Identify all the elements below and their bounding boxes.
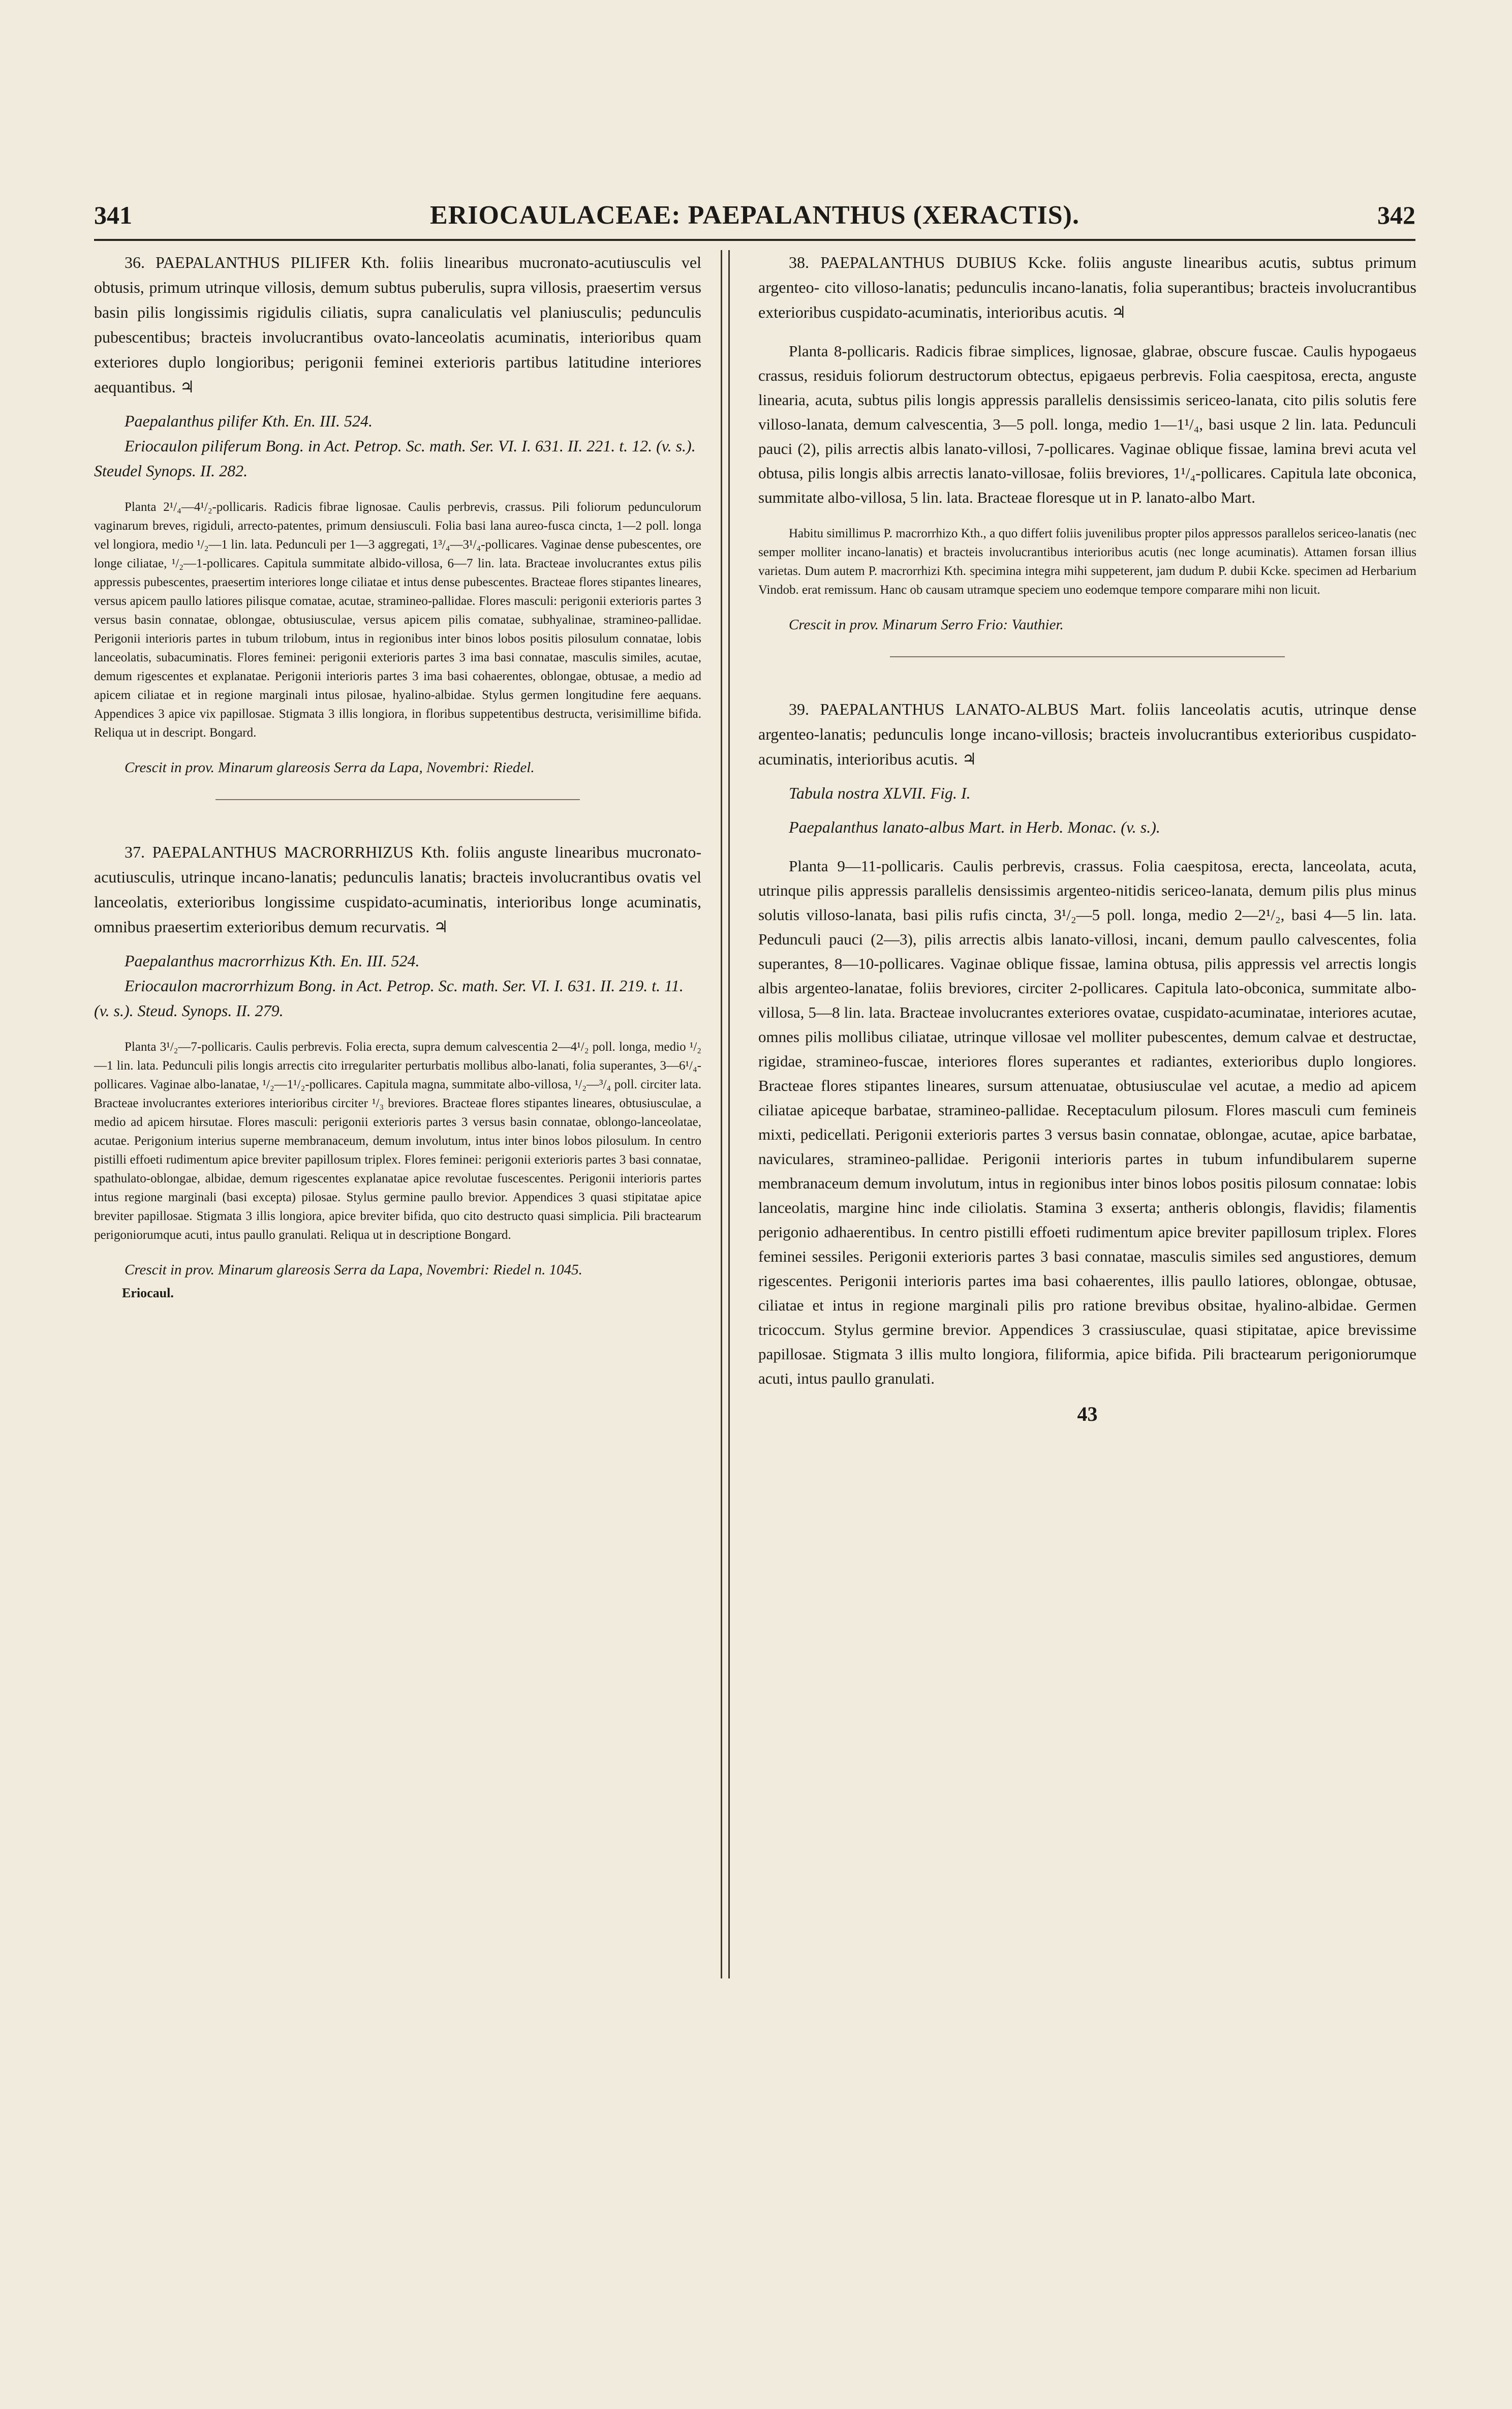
column-divider <box>721 250 730 1978</box>
species-37-description: Planta 3¹/₂—7-pollicaris. Caulis perbrevis. Folia erecta, supra demum calvescentia 2—4¹/₂ poll. longa, medio ¹/₂—1 lin. lata. Pedunculi pilis longis arrectis cito irregulariter perturbatis mollibus albo-lanati, folia superantes, 3—6¹/₄-pollicares. Vaginae albo-lanatae, ¹/₂—1¹/₂-pollicares. Capitula magna, summitate albo-villosa, ¹/₂—³/₄ poll. circiter lata. Bracteae involucrantes exteriores interioribus circiter ¹/₃ breviores. Bracteae flores stipantes lineares, obtusiusculae, a medio ad apicem hirsutae. Flores masculi: perigonii exterioris partes 3 versus basin connatae, oblongo-lanceolatae, acutae. Perigonium interius superne membranaceum, demum involutum, intus inter binos lobos pilosulum. In centro pistilli effoeti rudimentum apice breviter papillosum triplex. Flores feminei: perigonii exterioris partes 3 basi connatae, spathulato-oblongae, albidae, demum rigescentes explanatae apice revolutae fuscescentes. Perigonii interioris partes intus regione marginali (basi excepta) pilosae. Stylus germine paullo brevior. Appendices 3 quasi stipitatae apice breviter papillosae. Stigmata 3 illis longiora, apice breviter bifida, quo cito destructo quasi simplicia. Pili bractearum perigoniorumque acuti, intus paullo granulati. Reliqua ut in descriptione Bongard. <box>94 1040 701 1242</box>
page-header <box>94 194 1415 240</box>
left-column <box>94 250 701 1303</box>
species-38-description: Planta 8-pollicaris. Radicis fibrae simplices, lignosae, glabrae, obscure fuscae. Caulis hypogaeus crassus, residuis foliorum destructorum obtectus, epigaeus perbrevis. Folia caespitosa, erecta, anguste linearia, acuta, subtus pilis longis appressis parallelis densissimis sericeo-lanata, cito pilis solutis fere villoso-lanata, demum calvescentia, 3—5 poll. longa, medio 1—1¹/₄, basi usque 2 lin. lata. Pedunculi pauci (2), pilis arrectis albis lanato-villosi, 7-pollicares. Vaginae oblique fissae, lamina brevi acuta vel obtusa, pilis longis albis arrectis lanato-villosae, foliis breviores, 1¹/₄-pollicares. Capitula late obconica, summitate albo-villosa, 5 lin. lata. Bracteae floresque ut in P. lanato-albo Mart. <box>758 342 1416 506</box>
species-37-reference-1: Paepalanthus macrorrhizus Kth. En. III. 524. <box>125 952 420 970</box>
species-37-habitat: Crescit in prov. Minarum glareosis Serra da Lapa, Novembri: Riedel n. 1045. <box>125 1262 582 1278</box>
signature-mark: 43 <box>1077 1402 1098 1425</box>
species-37-diagnosis: 37. PAEPALANTHUS MACRORRHIZUS Kth. foliis anguste linearibus mucronato-acutiusculis, utrinque incano-lanatis; pedunculis lanatis; bracteis involucrantibus ovatis vel lanceolatis, exterioribus longissime cuspidato-acuminatis, interioribus longe acuminatis, omnibus praesertim exterioribus demum recurvatis. ♃ <box>94 843 701 936</box>
species-38-habitat: Crescit in prov. Minarum Serro Frio: Vauthier. <box>789 617 1064 633</box>
species-39-description: Planta 9—11-pollicaris. Caulis perbrevis, crassus. Folia caespitosa, erecta, lanceolata, acuta, utrinque pilis appressis parallelis densissimis argenteo-nitidis sericeo-lanata, demum pilis plus minus solutis villoso-lanata, basi pilis rufis cincta, 3¹/₂—5 poll. longa, medio 2—2¹/₂, basi 4—5 lin. lata. Pedunculi pauci (2—3), pilis arrectis albis lanato-villosi, incani, demum paullo calvescentes, folia superantes, 8—10-pollicares. Vaginae oblique fissae, lamina obtusa, pilis appressis vel arrectis longis albis argenteo-lanatae, foliis breviores, circiter 2-pollicares. Capitula lato-obconica, summitate albo-villosa, 5—8 lin. lata. Bracteae involucrantes exteriores ovatae, cuspidato-acuminatae, interiores acutae, omnes pilis mollibus ciliatae, utrinque villosae vel molliter pubescentes, demum calvae et destructae, rigidae, stramineo-fuscae, interiores flores superantes et radiantes, exterioribus duplo longiores. Bracteae flores stipantes lineares, sursum attenuatae, obtusiusculae vel acutae, a medio ad apicem ciliatae apiceque barbatae, stramineo-pallidae. Receptaculum pilosum. Flores masculi cum femineis mixti, pedicellati. Perigonii exterioris partes 3 versus basin connatae, oblongae, acutae, apice barbatae, naviculares, stramineo-pallidae. Perigonii interioris partes in tubum infundibularem superne membranaceum demum involutum, intus in regionibus inter binos lobos positis pilosum connatae: lobis lanceolatis, margine hinc inde ciliolatis. Stamina 3 exserta; antheris oblongis, flavidis; filamentis perigonio adhaerentibus. In centro pistilli effoeti rudimentum apice breviter papillosum triplex. Flores feminei sessiles. Perigonii exterioris partes 3 basi connatae, masculis similes sed angustiores, demum rigescentes. Perigonii interioris partes ima basi cohaerentes, illis paullo latiores, oblongae, obtusae, ciliatae et intus in regione marginali pilis pro ratione brevibus obsitae, hyalino-albidae. Germen tricoccum. Stylus germine brevior. Appendices 3 crassiusculae, quasi stipitatae, apice brevissime papillosae. Stigmata 3 illis multo longiora, filiformia, apice bifida. Pili bractearum perigoniorumque acuti, intus paullo granulati. <box>758 857 1416 1387</box>
species-37-reference-2: Eriocaulon macrorrhizum Bong. in Act. Petrop. Sc. math. Ser. VI. I. 631. II. 219. t. 11. (v. s.). Steud. Synops. II. 279. <box>94 977 684 1020</box>
species-39 <box>758 697 1416 1426</box>
species-36-reference-2: Eriocaulon piliferum Bong. in Act. Petrop. Sc. math. Ser. VI. I. 631. II. 221. t. 12. (v. s.). Steudel Synops. II. 282. <box>94 437 696 480</box>
running-title: ERIOCAULACEAE: PAEPALANTHUS (XERACTIS). <box>430 201 1079 230</box>
species-39-diagnosis: 39. PAEPALANTHUS LANATO-ALBUS Mart. foliis lanceolatis acutis, utrinque dense argenteo-lanatis; pedunculis longe incano-villosis; bracteis involucrantibus exterioribus cuspidato-acuminatis, interioribus acutis. ♃ <box>758 700 1416 768</box>
species-38 <box>758 250 1416 636</box>
species-36 <box>94 250 701 779</box>
right-column <box>758 250 1416 1426</box>
species-36-reference-1: Paepalanthus pilifer Kth. En. III. 524. <box>125 412 373 430</box>
page-number-left: 341 <box>94 201 132 229</box>
species-36-description: Planta 2¹/₄—4¹/₂-pollicaris. Radicis fibrae lignosae. Caulis perbrevis, crassus. Pili foliorum pedunculorum vaginarum breves, rigiduli, arrecto-patentes, primum densiusculi. Folia basi lana aureo-fusca cincta, 1—2 poll. longa vel longiora, medio ¹/₂—1 lin. lata. Pedunculi per 1—3 aggregati, 1³/₄—3¹/₄-pollicares. Vaginae dense pubescentes, ore longe ciliatae, ¹/₂—1-pollicares. Capitula summitate albido-villosa, 6—7 lin. lata. Bracteae involucrantes extus pilis appressis pubescentes, praesertim interiores longe ciliatae et intus dense pubescentes. Bracteae flores stipantes lineares, versus apicem paullo latiores pilisque comatae, acutae, stramineo-pallidae. Flores masculi: perigonii exterioris partes 3 versus basin connatae, oblongae, obtusiusculae, versus apicem pilis comatae, subhyalinae, stramineo-pallidae. Perigonii interioris partes in tubum trilobum, intus in regionibus inter binos lobos positis pilosulum connatae, lobis lanceolatis, subacuminatis. Flores feminei: perigonii exterioris partes 3 ima basi connatae, masculis similes, acutae, demum rigescentes et explanatae. Perigonii interioris partes 3 ima basi cohaerentes, oblongae, obtusae, a medio ad apicem ciliatae et in regione marginali intus pilosae, hyalino-albidae. Stylus germen longitudine fere aequans. Appendices 3 apice vix papillosae. Stigmata 3 illis longiora, in floribus suppetentibus destructa, verisimillime bifida. Reliqua ut in descript. Bongard. <box>94 500 701 740</box>
species-39-reference-1: Paepalanthus lanato-albus Mart. in Herb. Monac. (v. s.). <box>789 818 1160 836</box>
header-rule <box>94 239 1415 241</box>
end-label: Eriocaul. <box>122 1286 174 1300</box>
species-36-habitat: Crescit in prov. Minarum glareosis Serra da Lapa, Novembri: Riedel. <box>125 759 535 776</box>
page-number-right: 342 <box>1377 201 1415 229</box>
species-39-plate-reference: Tabula nostra XLVII. Fig. I. <box>789 784 971 802</box>
species-38-diagnosis: 38. PAEPALANTHUS DUBIUS Kcke. foliis anguste linearibus acutis, subtus primum argenteo- cito villoso-lanatis; pedunculis incano-lanatis, folia superantibus; bracteis involucrantibus exterioribus cuspidato-acuminatis, interioribus acutis. ♃ <box>758 253 1416 321</box>
species-37 <box>94 840 701 1303</box>
species-36-diagnosis: 36. PAEPALANTHUS PILIFER Kth. foliis linearibus mucronato-acutiusculis vel obtusis, primum utrinque villosis, demum subtus puberulis, supra villosis, praesertim versus basin pilis longissimis rigidulis ciliatis, supra canaliculatis vel planiusculis; pedunculis pubescentibus; bracteis involucrantibus ovato-lanceolatis acuminatis, interioribus quam exteriores duplo longioribus; perigonii feminei exterioris partibus latitudine interiores aequantibus. ♃ <box>94 253 701 396</box>
species-38-note: Habitu simillimus P. macrorrhizo Kth., a quo differt foliis juvenilibus propter pilos appressos parallelos sericeo-lanatis (nec semper molliter incano-lanatis) et bracteis involucrantibus interioribus acutis (nec longe acuminatis). Attamen forsan illius varietas. Dum autem P. macrorrhizi Kth. specimina integra mihi suppeterent, jam dudum P. dubii Kcke. specimen ad Herbarium Vindob. erat remissum. Hanc ob causam utramque speciem uno eodemque tempore comparare mihi non licuit. <box>758 527 1416 597</box>
